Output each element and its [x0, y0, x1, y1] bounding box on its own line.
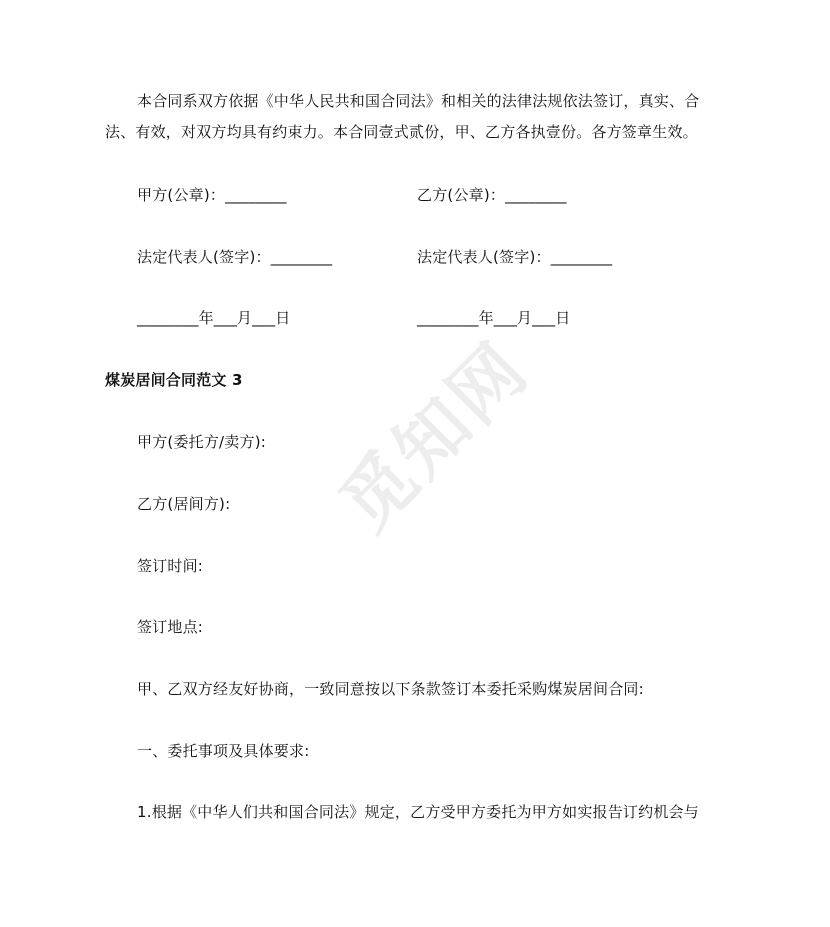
field-sign-place: 签订地点: — [137, 618, 204, 636]
field-party-a: 甲方(委托方/卖方): — [137, 433, 267, 451]
paragraph-line: 法、有效，对双方均具有约束力。本合同壹式贰份，甲、乙方各执壹份。各方签章生效。 — [105, 123, 698, 141]
party-b-date: ________年___月___日 — [417, 309, 571, 327]
field-party-b: 乙方(居间方): — [137, 495, 231, 513]
section-title: 煤炭居间合同范文 3 — [105, 371, 243, 389]
intro-paragraph: 甲、乙双方经友好协商，一致同意按以下条款签订本委托采购煤炭居间合同: — [137, 680, 644, 698]
watermark: 觅知网 — [323, 325, 545, 547]
party-a-representative: 法定代表人(签字)：________ — [137, 248, 333, 266]
field-sign-time: 签订时间: — [137, 557, 204, 575]
party-b-seal: 乙方(公章)：________ — [417, 186, 567, 204]
party-b-representative: 法定代表人(签字)：________ — [417, 248, 613, 266]
paragraph-line: 本合同系双方依据《中华人民共和国合同法》和相关的法律法规依法签订，真实、合 — [137, 92, 700, 110]
party-a-seal: 甲方(公章)：________ — [137, 186, 287, 204]
party-a-date: ________年___月___日 — [137, 309, 291, 327]
clause-1-title: 一、委托事项及具体要求: — [137, 742, 310, 760]
clause-1-item-1: 1.根据《中华人们共和国合同法》规定，乙方受甲方委托为甲方如实报告订约机会与 — [137, 803, 699, 821]
